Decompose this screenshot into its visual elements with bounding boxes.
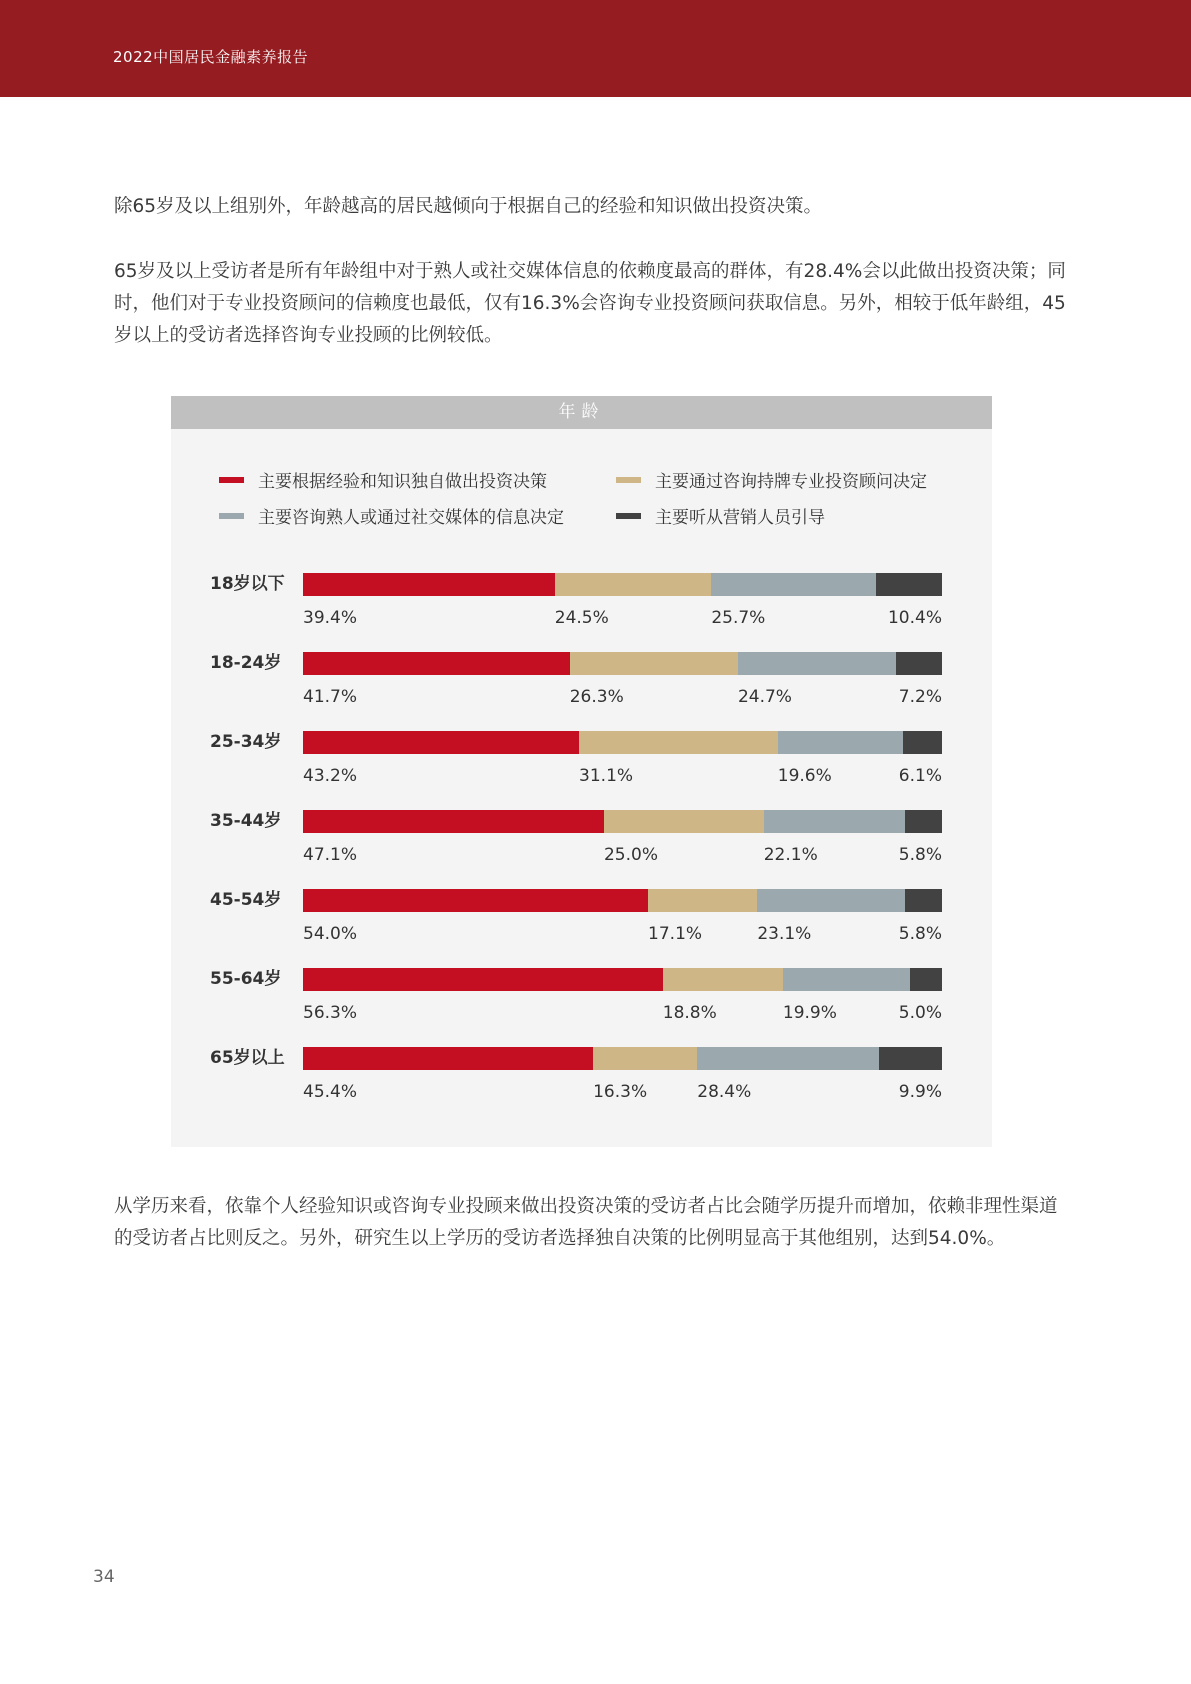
data-label: 19.9%: [782, 1003, 837, 1023]
data-label: 19.6%: [777, 766, 832, 786]
age-decision-chart: [171, 396, 992, 1147]
legend-swatch-self-decision: [219, 477, 244, 483]
category-label: 18岁以下: [210, 574, 285, 594]
data-label: 56.3%: [303, 1003, 358, 1023]
stacked-bar: [303, 810, 942, 833]
data-label: 26.3%: [569, 687, 624, 707]
category-label: 35-44岁: [210, 811, 282, 831]
bar-segment: [555, 573, 712, 596]
bar-segment: [764, 810, 905, 833]
page-header: [0, 0, 1191, 97]
bar-segment: [303, 889, 648, 912]
data-label: 54.0%: [303, 924, 358, 944]
data-label: 24.7%: [737, 687, 792, 707]
bar-segment: [879, 1047, 942, 1070]
data-label: 17.1%: [648, 924, 703, 944]
data-label: 47.1%: [303, 845, 358, 865]
data-label: 25.0%: [603, 845, 658, 865]
value-labels: [303, 606, 942, 630]
category-label: 55-64岁: [210, 969, 282, 989]
data-label: 39.4%: [303, 608, 358, 628]
bar-segment: [579, 731, 778, 754]
report-title: 2022中国居民金融素养报告: [113, 48, 309, 66]
legend-label-advisor: 主要通过咨询持牌专业投资顾问决定: [655, 472, 927, 492]
legend-label-self-decision: 主要根据经验和知识独自做出投资决策: [258, 472, 547, 492]
bar-segment: [783, 968, 910, 991]
value-labels: [303, 764, 942, 788]
bar-segment: [697, 1047, 878, 1070]
bar-segment: [905, 810, 942, 833]
bar-segment: [303, 1047, 593, 1070]
data-label: 45.4%: [303, 1082, 358, 1102]
bar-segment: [896, 652, 942, 675]
value-labels: [303, 922, 942, 946]
data-label: 22.1%: [763, 845, 818, 865]
paragraph-education: 从学历来看，依靠个人经验知识或咨询专业投顾来做出投资决策的受访者占比会随学历提升而增加，依赖非理性渠道的受访者占比则反之。另外，研究生以上学历的受访者选择独自决策的比例明显高于其他组别，达到54.0%。: [114, 1196, 1058, 1249]
data-label: 7.2%: [898, 687, 942, 707]
stacked-bar: [303, 573, 942, 596]
data-label: 9.9%: [898, 1082, 942, 1102]
data-label: 5.8%: [898, 924, 942, 944]
paragraph-65-plus: 65岁及以上受访者是所有年龄组中对于熟人或社交媒体信息的依赖度最高的群体，有28.4%会以此做出投资决策；同时，他们对于专业投资顾问的信赖度也最低，仅有16.3%会咨询专业投资顾问获取信息。另外，相较于低年龄组，45岁以上的受访者选择咨询专业投顾的比例较低。: [114, 261, 1066, 346]
bar-segment: [604, 810, 764, 833]
bar-segment: [303, 968, 663, 991]
stacked-bar: [303, 1047, 942, 1070]
legend-item-advisor: [616, 470, 927, 494]
data-label: 16.3%: [593, 1082, 648, 1102]
bar-segment: [648, 889, 757, 912]
legend-swatch-sales: [616, 513, 641, 519]
legend-item-sales: [616, 506, 825, 530]
paragraph-age-trend: 除65岁及以上组别外，年龄越高的居民越倾向于根据自己的经验和知识做出投资决策。: [114, 196, 823, 217]
stacked-bar: [303, 652, 942, 675]
legend-swatch-social: [219, 513, 244, 519]
category-label: 25-34岁: [210, 732, 282, 752]
legend-label-social: 主要咨询熟人或通过社交媒体的信息决定: [258, 508, 564, 528]
data-label: 10.4%: [887, 608, 942, 628]
page-number: 34: [93, 1567, 115, 1587]
stacked-bar: [303, 731, 942, 754]
category-label: 45-54岁: [210, 890, 282, 910]
bar-segment: [303, 731, 579, 754]
data-label: 5.0%: [898, 1003, 942, 1023]
data-label: 24.5%: [554, 608, 609, 628]
value-labels: [303, 1080, 942, 1104]
legend-item-self-decision: [219, 470, 547, 494]
value-labels: [303, 1001, 942, 1025]
bar-segment: [593, 1047, 697, 1070]
data-label: 28.4%: [697, 1082, 752, 1102]
data-label: 31.1%: [579, 766, 634, 786]
data-label: 43.2%: [303, 766, 358, 786]
bar-segment: [303, 573, 555, 596]
data-label: 6.1%: [898, 766, 942, 786]
bar-segment: [903, 731, 942, 754]
data-label: 23.1%: [757, 924, 812, 944]
stacked-bar: [303, 889, 942, 912]
data-label: 25.7%: [711, 608, 766, 628]
data-label: 41.7%: [303, 687, 358, 707]
bar-segment: [757, 889, 905, 912]
legend-item-social: [219, 506, 564, 530]
bar-segment: [570, 652, 738, 675]
category-label: 65岁以上: [210, 1048, 285, 1068]
data-label: 18.8%: [662, 1003, 717, 1023]
value-labels: [303, 685, 942, 709]
bar-segment: [303, 810, 604, 833]
bar-segment: [711, 573, 875, 596]
legend-swatch-advisor: [616, 477, 641, 483]
data-label: 5.8%: [898, 845, 942, 865]
bar-segment: [910, 968, 942, 991]
stacked-bar: [303, 968, 942, 991]
category-label: 18-24岁: [210, 653, 282, 673]
bar-segment: [303, 652, 570, 675]
bar-segment: [738, 652, 896, 675]
bar-segment: [905, 889, 942, 912]
chart-title: 年龄: [171, 396, 992, 429]
bar-segment: [876, 573, 942, 596]
bar-segment: [663, 968, 783, 991]
value-labels: [303, 843, 942, 867]
legend-label-sales: 主要听从营销人员引导: [655, 508, 825, 528]
bar-segment: [778, 731, 903, 754]
